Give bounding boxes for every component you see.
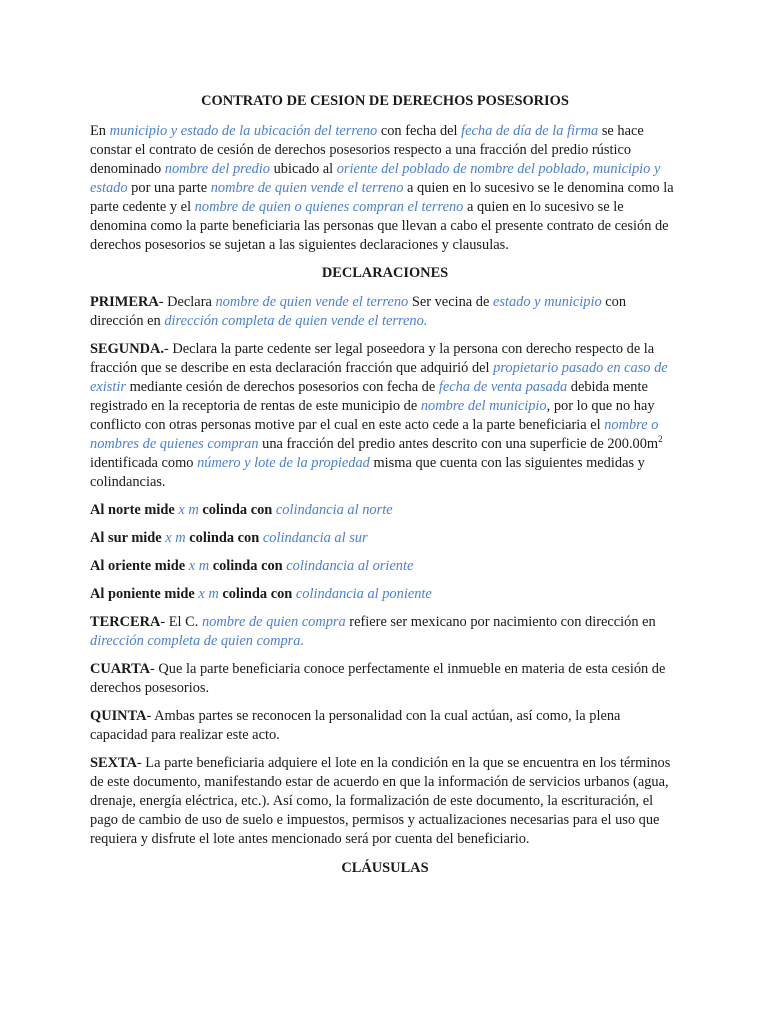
document-title: CONTRATO DE CESION DE DERECHOS POSESORIOS	[201, 93, 569, 109]
intro-text-7: a quien en lo sucesivo se le denomina como la parte beneficiaria las personas que llevan a cabo el presente contrato de cesión de derechos posesorios se sujetan a las siguientes declaraciones y clausulas.	[90, 199, 669, 253]
segunda-text-6: identificada como	[90, 455, 198, 471]
declaraciones-heading: DECLARACIONES	[321, 265, 449, 281]
primera-text-1: - Declara	[158, 294, 216, 310]
medida-poniente	[90, 585, 680, 604]
placeholder-metros: x m	[165, 530, 186, 546]
placeholder-direccion-comprador: dirección completa de quien compra.	[90, 633, 305, 649]
primera-paragraph	[90, 293, 680, 331]
segunda-text-3: debida mente registrado en la receptoria de rentas de este municipio de	[90, 379, 648, 414]
tercera-label: TERCERA	[90, 614, 161, 630]
segunda-text-1: - Declara la parte cedente ser legal poseedora y la persona con derecho respecto de la fracción que se describe en esta declaración fracción que adquirió del	[90, 341, 655, 376]
tercera-text-2: refiere ser mexicano por nacimiento con dirección en	[345, 614, 656, 630]
segunda-label: SEGUNDA.	[90, 341, 164, 357]
placeholder-ubicacion-predio: oriente del poblado de nombre del poblado, municipio y estado	[90, 161, 661, 196]
intro-paragraph	[90, 122, 680, 255]
segunda-text-7: misma que cuenta con las siguientes medidas y colindancias.	[90, 455, 645, 490]
superscript-2: 2	[658, 434, 663, 445]
segunda-paragraph	[90, 340, 680, 492]
segunda-text-2: mediante cesión de derechos posesorios con fecha de	[125, 379, 439, 395]
primera-label: PRIMERA	[90, 294, 159, 310]
placeholder-municipio-estado: municipio y estado de la ubicación del terreno	[109, 123, 378, 139]
cuarta-paragraph	[90, 660, 680, 698]
placeholder-nombre-predio: nombre del predio	[164, 161, 270, 177]
quinta-label: QUINTA	[90, 708, 147, 724]
intro-text-2: con fecha del	[377, 123, 462, 139]
medida-label: Al sur mide	[90, 530, 166, 546]
cuarta-label: CUARTA	[90, 661, 150, 677]
placeholder-metros: x m	[198, 586, 219, 602]
medida-label: Al norte mide	[90, 502, 179, 518]
intro-text-4: ubicado al	[270, 161, 337, 177]
placeholder-metros: x m	[188, 558, 210, 574]
placeholder-nombre-municipio: nombre del municipio	[420, 398, 547, 414]
colinda-label: colinda con	[198, 502, 276, 518]
medida-label: Al poniente mide	[90, 586, 199, 602]
placeholder-compradores: nombre de quien o quienes compran el terreno	[194, 199, 464, 215]
placeholder-metros: x m	[178, 502, 199, 518]
intro-text-1: En	[90, 123, 110, 139]
medida-sur	[90, 529, 680, 548]
tercera-text-1: - El C.	[160, 614, 202, 630]
medida-label: Al oriente mide	[90, 558, 189, 574]
placeholder-fecha-firma: fecha de día de la firma	[461, 123, 599, 139]
segunda-text-5: una fracción del predio antes descrito con una superficie de 200.00m	[258, 436, 659, 452]
sexta-paragraph	[90, 754, 680, 849]
placeholder-propietario-pasado: propietario pasado en caso de existir	[90, 360, 668, 395]
medida-norte	[90, 501, 680, 520]
colinda-label: colinda con	[185, 530, 263, 546]
colinda-label: colinda con	[218, 586, 296, 602]
placeholder-comprador: nombre de quien compra	[201, 614, 346, 630]
intro-text-6: a quien en lo sucesivo se le denomina como la parte cedente y el	[90, 180, 674, 215]
placeholder-fecha-venta-pasada: fecha de venta pasada	[438, 379, 568, 395]
sexta-text: - La parte beneficiaria adquiere el lote en la condición en la que se encuentra en los términos de este documento, manifestando estar de acuerdo en que la información de servicios urbanos (agua, drenaje, energía eléctrica, etc.). Así como, la formalización de este documento, la escrituración, el pago de cambio de uso de suelo e impuestos, permisos y actualizaciones necesarias para el uso que requiera y disfrute el lote antes mencionado será por cuenta del beneficiario.	[90, 755, 671, 847]
placeholder-compradores: nombre o nombres de quienes compran	[90, 417, 659, 452]
placeholder-colindancia-poniente: colindancia al poniente	[295, 586, 432, 602]
placeholder-estado-municipio: estado y municipio	[492, 294, 602, 310]
sexta-label: SEXTA	[90, 755, 137, 771]
colinda-label: colinda con	[209, 558, 287, 574]
placeholder-vendedor: nombre de quien vende el terreno	[210, 180, 404, 196]
placeholder-colindancia-sur: colindancia al sur	[262, 530, 368, 546]
segunda-text-4: , por lo que no hay conflicto con otras personas motive par el cual en este acto cede a la parte beneficiaria el	[90, 398, 655, 433]
medida-oriente	[90, 557, 680, 576]
tercera-paragraph	[90, 613, 680, 651]
primera-text-2: Ser vecina de	[408, 294, 493, 310]
placeholder-colindancia-norte: colindancia al norte	[275, 502, 393, 518]
primera-text-3: con dirección en	[90, 294, 627, 329]
placeholder-vendedor: nombre de quien vende el terreno	[215, 294, 409, 310]
quinta-paragraph	[90, 707, 680, 745]
placeholder-colindancia-oriente: colindancia al oriente	[286, 558, 414, 574]
placeholder-numero-lote: número y lote de la propiedad	[197, 455, 370, 471]
intro-text-3: se hace constar el contrato de cesión de derechos posesorios respecto a una fracción del predio rústico denominado	[90, 123, 644, 177]
clausulas-heading: CLÁUSULAS	[341, 860, 429, 876]
intro-text-5: por una parte	[127, 180, 211, 196]
cuarta-text: - Que la parte beneficiaria conoce perfectamente el inmueble en materia de esta cesión de derechos posesorios.	[90, 661, 666, 696]
quinta-text: - Ambas partes se reconocen la personalidad con la cual actúan, así como, la plena capacidad para realizar este acto.	[90, 708, 621, 743]
placeholder-direccion-vendedor: dirección completa de quien vende el terreno.	[164, 313, 428, 329]
